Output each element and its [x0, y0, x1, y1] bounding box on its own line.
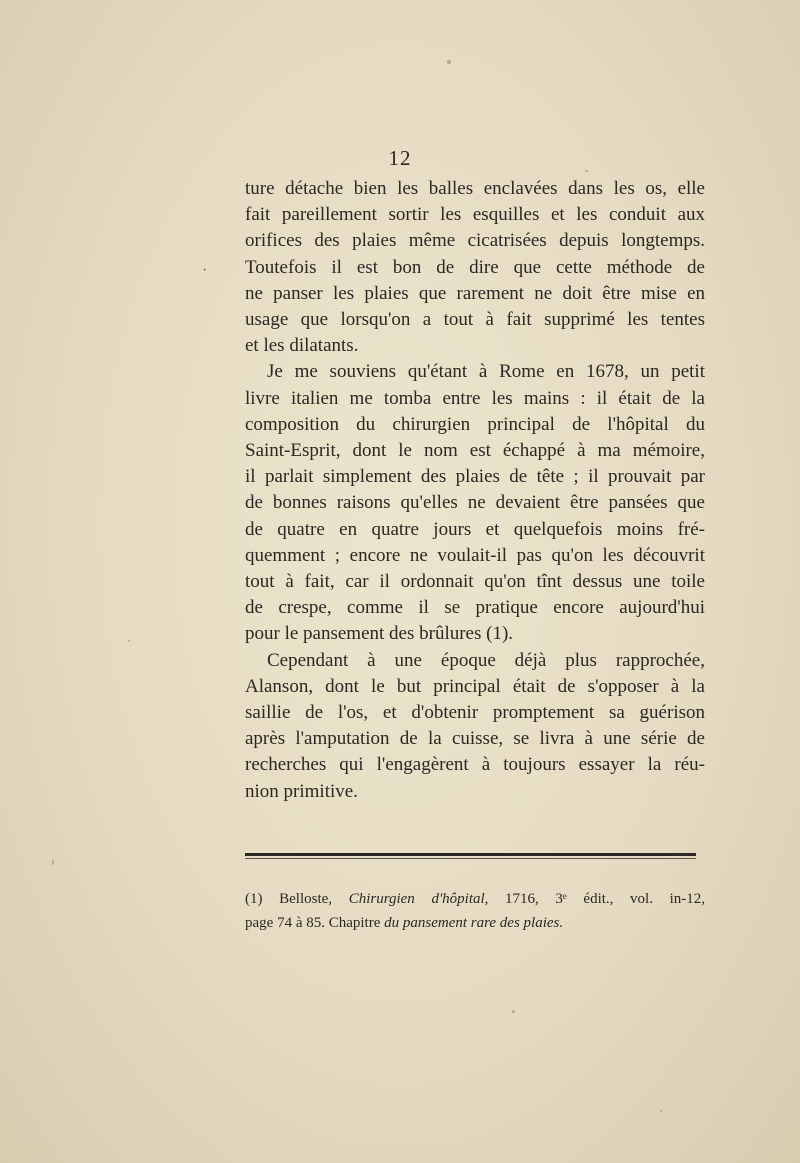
footnote-chapter-title: du pansement rare des plaies.: [384, 915, 564, 931]
footnote: [245, 887, 705, 935]
text-line: composition du chirurgien principal de l'hôpital du: [245, 413, 705, 435]
text-line: Alanson, dont le but principal était de s'opposer à la: [245, 675, 705, 697]
footnote-text: page 74 à 85. Chapitre: [245, 915, 385, 931]
text-line: recherches qui l'engagèrent à toujours essayer la réu-: [245, 754, 705, 776]
text-line: orifices des plaies même cicatrisées depuis longtemps.: [245, 230, 705, 252]
margin-mark: ·: [202, 262, 208, 279]
footnote-rule: [245, 853, 696, 856]
footnote-line: [245, 887, 705, 911]
body-text: [245, 176, 705, 805]
paper-speck: [660, 1110, 662, 1112]
paper-speck: [128, 640, 130, 642]
text-line: ture détache bien les balles enclavées dans les os, elle: [245, 178, 705, 199]
text-line: il parlait simplement des plaies de tête ; il prouvait par: [245, 466, 705, 488]
paper-speck: [447, 60, 451, 64]
text-line: Cependant à une époque déjà plus rapprochée,: [267, 649, 705, 671]
text-line: usage que lorsqu'on a tout à fait supprimé les tentes: [245, 309, 705, 331]
paragraph: [245, 359, 705, 647]
text-line: Saint-Esprit, dont le nom est échappé à ma mémoire,: [245, 440, 705, 462]
text-line: Toutefois il est bon de dire que cette méthode de: [245, 256, 705, 278]
text-line: tout à fait, car il ordonnait qu'on tînt dessus une toile: [245, 571, 705, 593]
text-line: quemment ; encore ne voulait-il pas qu'on les découvrit: [245, 544, 705, 566]
paragraph: [245, 176, 705, 359]
paper-speck: [512, 1010, 515, 1013]
footnote-text: (1) Belloste,: [245, 891, 349, 907]
text-line: de bonnes raisons qu'elles ne devaient être pansées que: [245, 492, 705, 514]
paragraph: [245, 648, 705, 805]
text-line: de quatre en quatre jours et quelquefois moins fré-: [245, 518, 705, 540]
text-line: après l'amputation de la cuisse, se livra à une série de: [245, 728, 705, 750]
text-line: pour le pansement des brûlures (1).: [245, 623, 514, 645]
page-number: 12: [388, 146, 412, 170]
footnote-line: [245, 911, 705, 935]
text-line: fait pareillement sortir les esquilles et les conduit aux: [245, 204, 705, 226]
text-line: ne panser les plaies que rarement ne doit être mise en: [245, 282, 705, 304]
text-line: livre italien me tomba entre les mains : il était de la: [245, 387, 705, 409]
text-line: saillie de l'os, et d'obtenir promptement sa guérison: [245, 702, 705, 724]
footnote-rule-thin: [245, 858, 696, 859]
footnote-book-title: Chirurgien d'hôpital,: [348, 891, 489, 907]
text-line: de crespe, comme il se pratique encore aujourd'hui: [245, 597, 705, 619]
text-line: et les dilatants.: [245, 335, 359, 357]
footnote-text: 1716, 3ᵉ édit., vol. in-12,: [488, 891, 706, 907]
text-line: nion primitive.: [245, 780, 358, 802]
paper-speck: [52, 860, 54, 865]
text-line: Je me souviens qu'étant à Rome en 1678, un petit: [267, 361, 705, 383]
